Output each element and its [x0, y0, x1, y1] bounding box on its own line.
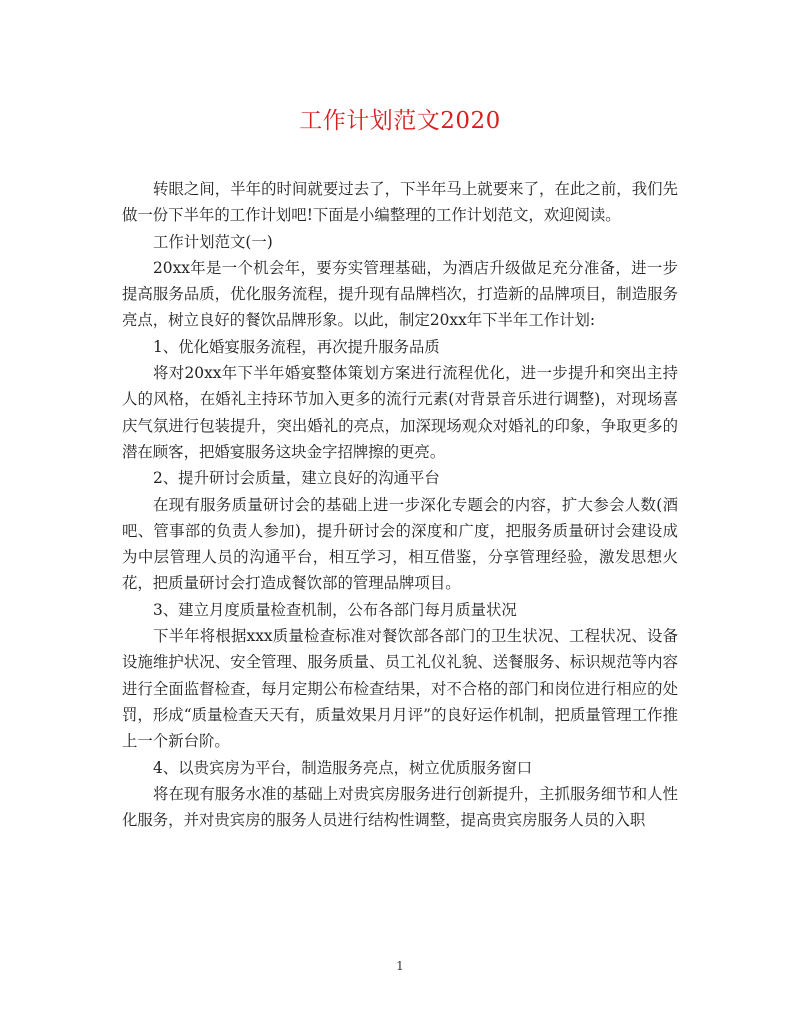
body-paragraph: 将在现有服务水准的基础上对贵宾房服务进行创新提升，主抓服务细节和人性化服务，并对贵宾房的服务人员进行结构性调整，提高贵宾房服务人员的入职 [122, 784, 678, 830]
item-heading-2: 2、提升研讨会质量，建立良好的沟通平台 [153, 469, 440, 488]
body-paragraph: 在现有服务质量研讨会的基础上进一步深化专题会的内容，扩大参会人数(酒吧、管事部的负责人参加)，提升研讨会的深度和广度，把服务质量研讨会建设成为中层管理人员的沟通平台，相互学习，相互借鉴，分享管理经验，激发思想火花，把质量研讨会打造成餐饮部的管理品牌项目。 [122, 495, 678, 593]
item-heading-1: 1、优化婚宴服务流程，再次提升服务品质 [153, 337, 440, 356]
intro-paragraph: 转眼之间，半年的时间就要过去了，下半年马上就要来了，在此之前，我们先做一份下半年的工作计划吧!下面是小编整理的工作计划范文，欢迎阅读。 [122, 180, 678, 225]
page-number: 1 [396, 959, 404, 973]
body-paragraph: 将对20xx年下半年婚宴整体策划方案进行流程优化，进一步提升和突出主持人的风格，在婚礼主持环节加入更多的流行元素(对背景音乐进行调整)，对现场喜庆气氛进行包装提升，突出婚礼的亮点，加深现场观众对婚礼的印象，争取更多的潜在顾客，把婚宴服务这块金字招牌擦的更亮。 [122, 364, 678, 461]
document-body [122, 176, 678, 833]
body-paragraph: 20xx年是一个机会年，要夯实管理基础，为酒店升级做足充分准备，进一步提高服务品质，优化服务流程，提升现有品牌档次，打造新的品牌项目，制造服务亮点，树立良好的餐饮品牌形象。以此，制定20xx年下半年工作计划: [122, 258, 678, 330]
item-heading-4: 4、以贵宾房为平台，制造服务亮点，树立优质服务窗口 [153, 758, 533, 777]
body-paragraph: 下半年将根据xxx质量检查标准对餐饮部各部门的卫生状况、工程状况、设备设施维护状况、安全管理、服务质量、员工礼仪礼貌、送餐服务、标识规范等内容进行全面监督检查，每月定期公布检查结果，对不合格的部门和岗位进行相应的处罚，形成“质量检查天天有，质量效果月月评”的良好运作机制，把质量管理工作推上一个新台阶。 [122, 627, 678, 751]
item-heading-3: 3、建立月度质量检查机制，公布各部门每月质量状况 [153, 600, 517, 619]
section-heading-sample-one: 工作计划范文(一) [153, 232, 273, 251]
document-title: 工作计划范文2020 [299, 108, 501, 134]
